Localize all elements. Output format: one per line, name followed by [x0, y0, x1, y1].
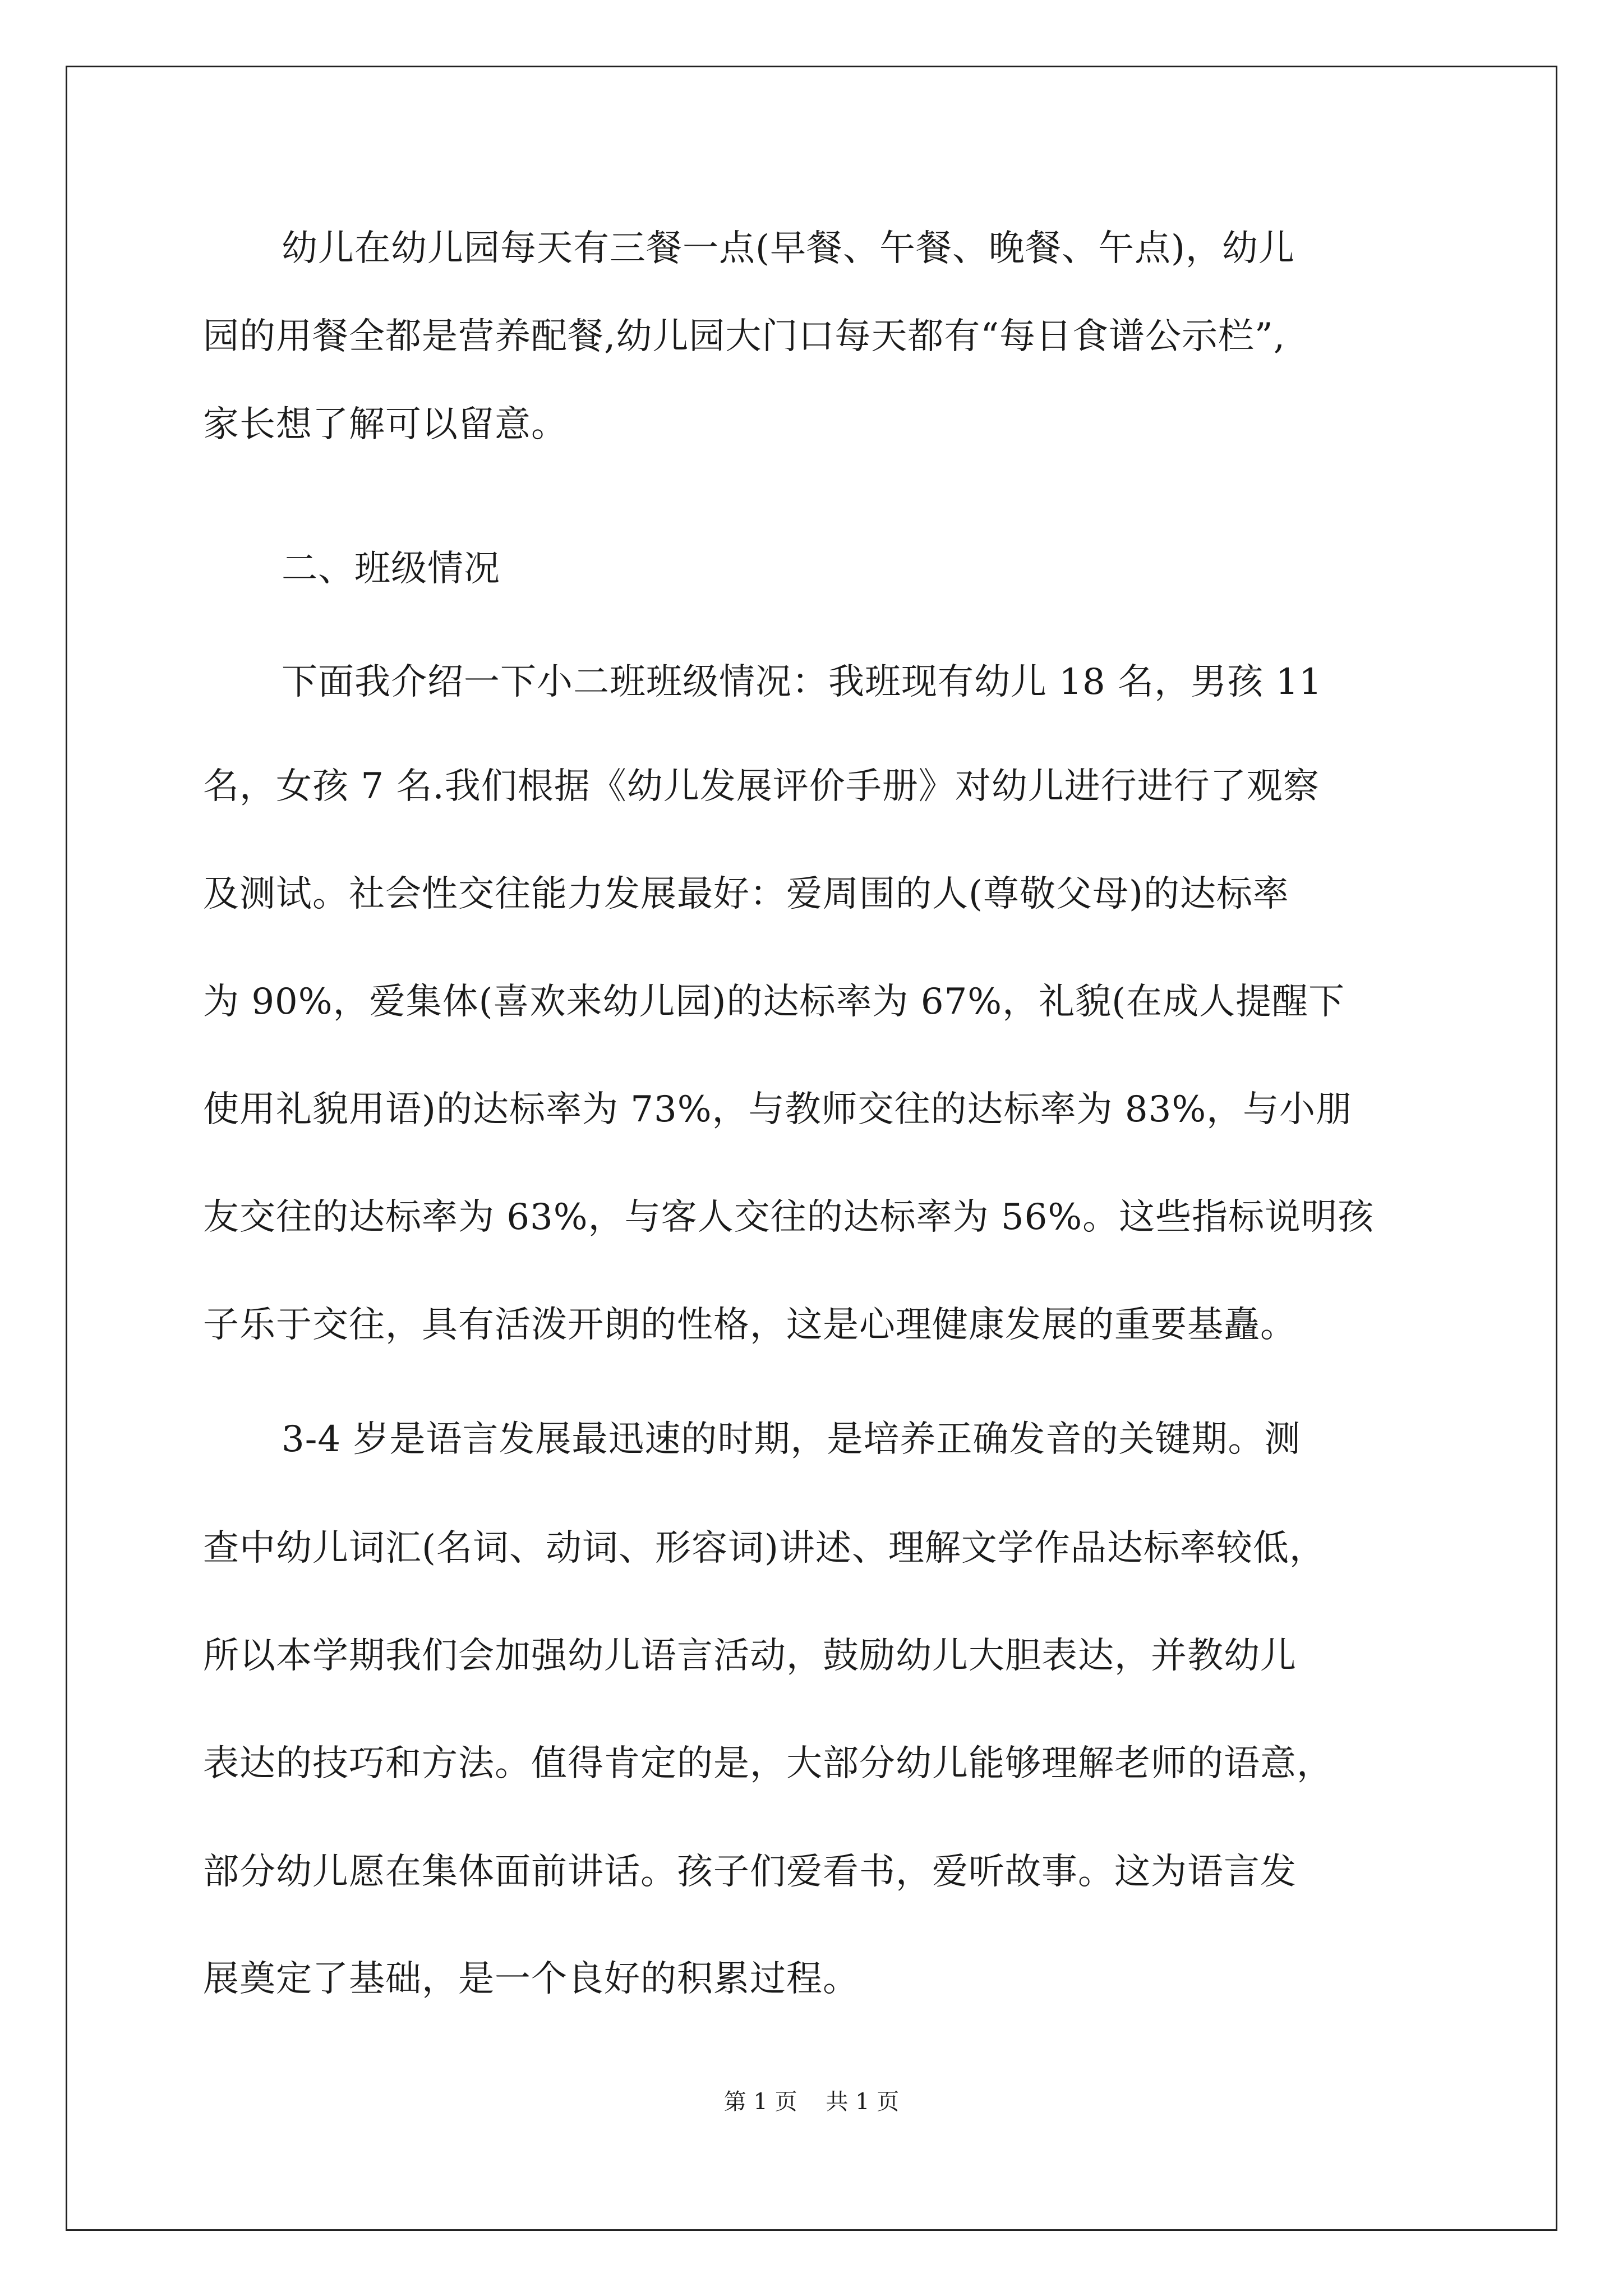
- paragraph-line: 表达的技巧和方法。值得肯定的是，大部分幼儿能够理解老师的语意，: [203, 1743, 1333, 1784]
- paragraph-line: 及测试。社会性交往能力发展最好：爱周围的人(尊敬父母)的达标率: [203, 873, 1289, 915]
- paragraph-line: 所以本学期我们会加强幼儿语言活动，鼓励幼儿大胆表达，并教幼儿: [203, 1635, 1297, 1677]
- page-number: 第 1 页 共 1 页: [723, 2089, 900, 2115]
- paragraph-line: 查中幼儿词汇(名词、动词、形容词)讲述、理解文学作品达标率较低，: [203, 1527, 1326, 1569]
- paragraph-line: 下面我介绍一下小二班班级情况：我班现有幼儿 18 名，男孩 11: [282, 661, 1322, 703]
- paragraph-line: 家长想了解可以留意。: [203, 404, 568, 445]
- paragraph-line: 友交往的达标率为 63%，与客人交往的达标率为 56%。这些指标说明孩: [203, 1197, 1375, 1238]
- paragraph-line: 为 90%，爱集体(喜欢来幼儿园)的达标率为 67%，礼貌(在成人提醒下: [203, 981, 1345, 1023]
- paragraph-line: 3-4 岁是语言发展最迅速的时期，是培养正确发音的关键期。测: [282, 1419, 1301, 1460]
- paragraph-line: 使用礼貌用语)的达标率为 73%，与教师交往的达标率为 83%，与小朋: [203, 1089, 1353, 1130]
- page-border: [66, 66, 1557, 2231]
- paragraph-line: 园的用餐全都是营养配餐,幼儿园大门口每天都有“每日食谱公示栏”,: [203, 316, 1286, 357]
- paragraph-line: 部分幼儿愿在集体面前讲话。孩子们爱看书，爱听故事。这为语言发: [203, 1851, 1297, 1893]
- paragraph-line: 幼儿在幼儿园每天有三餐一点(早餐、午餐、晚餐、午点)，幼儿: [282, 228, 1295, 269]
- paragraph-line: 展奠定了基础，是一个良好的积累过程。: [203, 1958, 859, 2000]
- paragraph-line: 名，女孩 7 名.我们根据《幼儿发展评价手册》对幼儿进行进行了观察: [203, 766, 1320, 807]
- section-heading: 二、班级情况: [282, 548, 500, 590]
- paragraph-line: 子乐于交往，具有活泼开朗的性格，这是心理健康发展的重要基矗。: [203, 1304, 1297, 1346]
